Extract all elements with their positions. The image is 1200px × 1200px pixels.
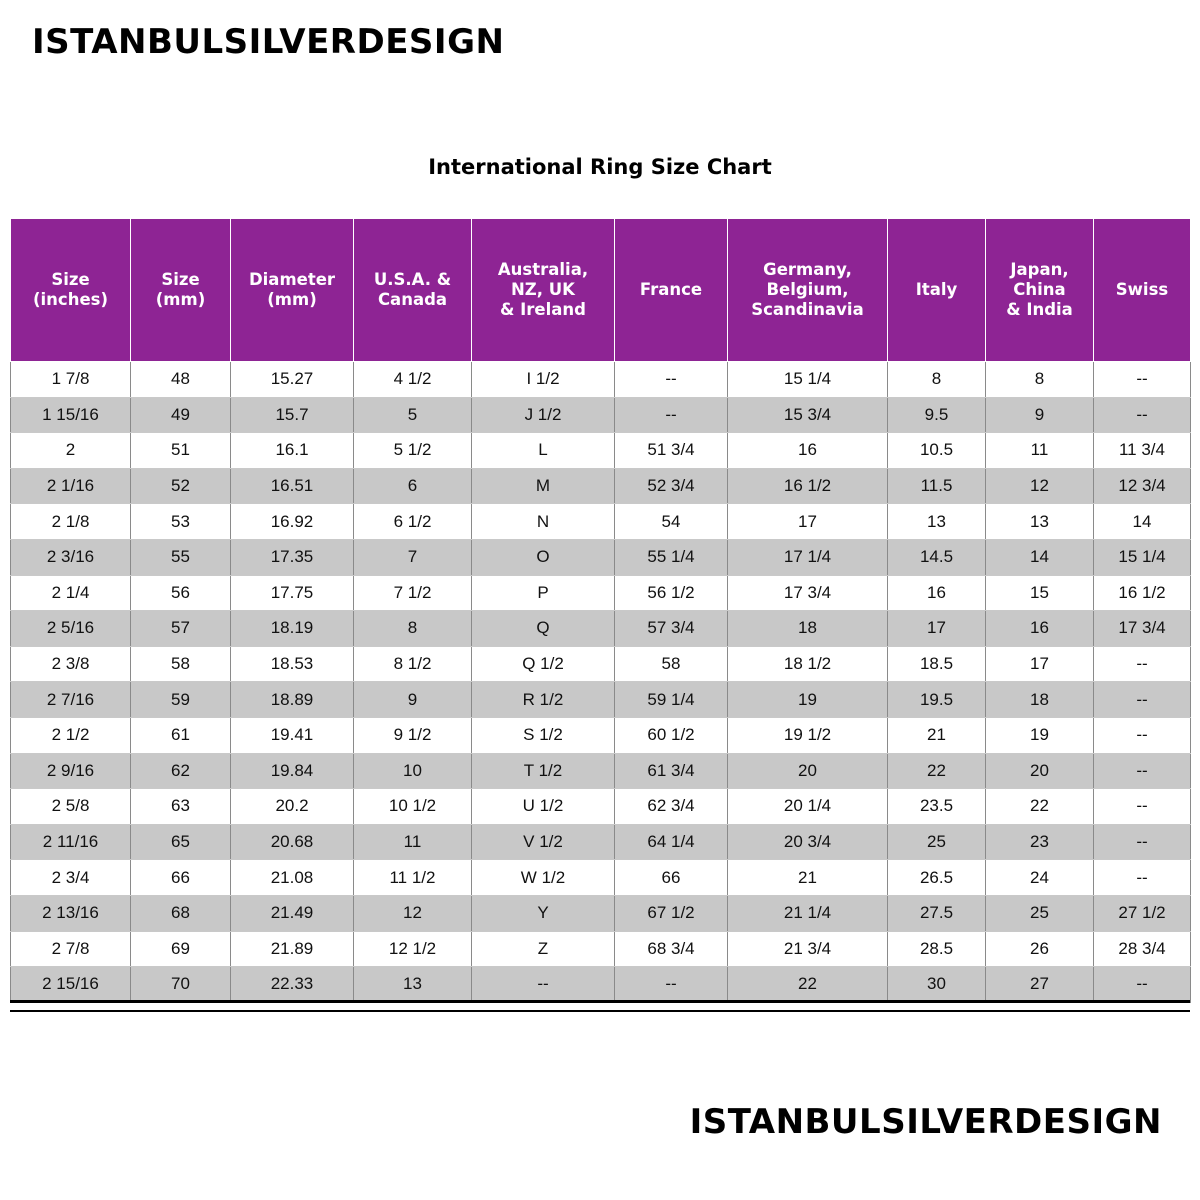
header-line-1: U.S.A. & <box>373 269 452 289</box>
table-cell: 8 1/2 <box>354 646 472 682</box>
table-cell: 20 1/4 <box>728 789 888 825</box>
table-cell: -- <box>1094 860 1191 896</box>
table-cell: 9 1/2 <box>354 717 472 753</box>
table-cell: 2 11/16 <box>11 824 131 860</box>
table-cell: 19 1/2 <box>728 717 888 753</box>
header-line-3: & India <box>1006 300 1073 320</box>
table-row <box>11 753 1191 789</box>
table-cell: 23.5 <box>888 789 986 825</box>
table-cell: 5 <box>354 397 472 433</box>
table-cell: -- <box>615 397 728 433</box>
table-cell: 2 7/8 <box>11 931 131 967</box>
table-cell: 16 1/2 <box>728 468 888 504</box>
table-cell: J 1/2 <box>472 397 615 433</box>
table-cell: 26 <box>986 931 1094 967</box>
table-cell: 2 15/16 <box>11 967 131 1003</box>
table-cell: 70 <box>131 967 231 1003</box>
table-cell: 19.84 <box>231 753 354 789</box>
table-cell: 21.49 <box>231 895 354 931</box>
table-row <box>11 468 1191 504</box>
column-header-japan-china-india <box>986 219 1094 362</box>
table-cell: 17.75 <box>231 575 354 611</box>
table-cell: 1 15/16 <box>11 397 131 433</box>
brand-wordmark-top: ISTANBULSILVERDESIGN <box>32 22 505 62</box>
table-cell: 23 <box>986 824 1094 860</box>
header-line-1: Japan, <box>1010 259 1069 279</box>
header-line-1: Size <box>161 269 200 289</box>
table-cell: 2 3/16 <box>11 539 131 575</box>
table-cell: T 1/2 <box>472 753 615 789</box>
header-line-1: Italy <box>915 279 958 299</box>
table-cell: W 1/2 <box>472 860 615 896</box>
column-header-italy <box>888 219 986 362</box>
table-header <box>11 219 1191 362</box>
header-line-2: NZ, UK <box>511 279 575 299</box>
table-cell: O <box>472 539 615 575</box>
table-row <box>11 611 1191 647</box>
table-cell: 20.2 <box>231 789 354 825</box>
table-cell: 67 1/2 <box>615 895 728 931</box>
table-cell: 21.08 <box>231 860 354 896</box>
table-cell: 12 <box>354 895 472 931</box>
table-cell: -- <box>1094 789 1191 825</box>
table-cell: 1 7/8 <box>11 362 131 398</box>
table-cell: Q 1/2 <box>472 646 615 682</box>
table-cell: 55 <box>131 539 231 575</box>
table-cell: 61 <box>131 717 231 753</box>
table-cell: 52 <box>131 468 231 504</box>
table-cell: 66 <box>615 860 728 896</box>
header-line-1: France <box>639 279 703 299</box>
table-cell: 17 <box>986 646 1094 682</box>
header-line-1: Germany, <box>763 259 852 279</box>
table-cell: 17.35 <box>231 539 354 575</box>
table-cell: 22 <box>728 967 888 1003</box>
ring-size-table <box>10 218 1191 1003</box>
divider-line-top <box>10 1000 1190 1003</box>
divider-line-bottom <box>10 1010 1190 1012</box>
table-cell: 16 1/2 <box>1094 575 1191 611</box>
table-cell: -- <box>1094 824 1191 860</box>
table-row <box>11 539 1191 575</box>
header-line-2: (inches) <box>32 290 109 309</box>
table-cell: 10 1/2 <box>354 789 472 825</box>
table-cell: 60 1/2 <box>615 717 728 753</box>
table-cell: 8 <box>888 362 986 398</box>
table-cell: U 1/2 <box>472 789 615 825</box>
table-cell: -- <box>1094 646 1191 682</box>
table-cell: 19.5 <box>888 682 986 718</box>
table-cell: 69 <box>131 931 231 967</box>
table-cell: 53 <box>131 504 231 540</box>
table-cell: 68 <box>131 895 231 931</box>
table-cell: 16 <box>986 611 1094 647</box>
table-cell: 13 <box>354 967 472 1003</box>
table-cell: I 1/2 <box>472 362 615 398</box>
ring-size-table-wrapper <box>10 218 1190 1003</box>
table-cell: 28 3/4 <box>1094 931 1191 967</box>
table-cell: 2 1/16 <box>11 468 131 504</box>
table-cell: 30 <box>888 967 986 1003</box>
table-cell: 7 <box>354 539 472 575</box>
table-cell: 28.5 <box>888 931 986 967</box>
table-cell: 22 <box>986 789 1094 825</box>
table-cell: 2 9/16 <box>11 753 131 789</box>
table-cell: 15.27 <box>231 362 354 398</box>
header-line-1: Diameter <box>248 269 336 289</box>
table-cell: 4 1/2 <box>354 362 472 398</box>
table-cell: 61 3/4 <box>615 753 728 789</box>
table-cell: 2 13/16 <box>11 895 131 931</box>
table-cell: 16.1 <box>231 433 354 469</box>
table-cell: 8 <box>986 362 1094 398</box>
table-cell: -- <box>1094 397 1191 433</box>
table-cell: 13 <box>986 504 1094 540</box>
table-cell: 15 1/4 <box>728 362 888 398</box>
table-cell: -- <box>615 967 728 1003</box>
table-cell: 20 <box>728 753 888 789</box>
table-cell: 11 <box>986 433 1094 469</box>
table-cell: 19 <box>728 682 888 718</box>
table-cell: 20 3/4 <box>728 824 888 860</box>
table-cell: 15.7 <box>231 397 354 433</box>
table-cell: 51 3/4 <box>615 433 728 469</box>
table-cell: 11 3/4 <box>1094 433 1191 469</box>
column-header-swiss <box>1094 219 1191 362</box>
table-cell: 25 <box>986 895 1094 931</box>
table-cell: 27 1/2 <box>1094 895 1191 931</box>
table-cell: 14 <box>986 539 1094 575</box>
table-cell: 18 1/2 <box>728 646 888 682</box>
column-header-france <box>615 219 728 362</box>
table-cell: 2 1/2 <box>11 717 131 753</box>
header-line-1: Swiss <box>1115 279 1169 299</box>
table-cell: Q <box>472 611 615 647</box>
table-cell: 16 <box>888 575 986 611</box>
table-cell: 11 <box>354 824 472 860</box>
table-cell: 58 <box>131 646 231 682</box>
table-cell: 62 3/4 <box>615 789 728 825</box>
table-cell: 22 <box>888 753 986 789</box>
table-cell: -- <box>1094 753 1191 789</box>
table-cell: 66 <box>131 860 231 896</box>
table-cell: 2 3/8 <box>11 646 131 682</box>
table-cell: M <box>472 468 615 504</box>
table-cell: 21 <box>888 717 986 753</box>
table-cell: 15 3/4 <box>728 397 888 433</box>
table-row <box>11 931 1191 967</box>
table-row <box>11 362 1191 398</box>
table-row <box>11 646 1191 682</box>
table-cell: 16 <box>728 433 888 469</box>
table-cell: -- <box>472 967 615 1003</box>
table-row <box>11 860 1191 896</box>
table-cell: 2 1/8 <box>11 504 131 540</box>
table-cell: 59 1/4 <box>615 682 728 718</box>
table-cell: 19.41 <box>231 717 354 753</box>
table-cell: 6 <box>354 468 472 504</box>
table-cell: -- <box>1094 717 1191 753</box>
table-cell: 15 1/4 <box>1094 539 1191 575</box>
table-row <box>11 824 1191 860</box>
table-cell: 59 <box>131 682 231 718</box>
table-cell: 5 1/2 <box>354 433 472 469</box>
table-cell: 12 1/2 <box>354 931 472 967</box>
table-row <box>11 895 1191 931</box>
table-cell: 16.92 <box>231 504 354 540</box>
table-cell: 17 <box>888 611 986 647</box>
table-cell: -- <box>1094 967 1191 1003</box>
column-header-diameter-mm <box>231 219 354 362</box>
table-cell: 57 3/4 <box>615 611 728 647</box>
table-cell: 7 1/2 <box>354 575 472 611</box>
header-line-3: & Ireland <box>500 300 586 320</box>
header-line-1: Australia, <box>497 259 589 279</box>
table-cell: 14.5 <box>888 539 986 575</box>
table-cell: 12 3/4 <box>1094 468 1191 504</box>
table-cell: 9 <box>354 682 472 718</box>
header-line-2: China <box>1013 279 1066 299</box>
table-cell: 20.68 <box>231 824 354 860</box>
table-row <box>11 717 1191 753</box>
header-line-2: Belgium, <box>766 279 849 299</box>
table-cell: 20 <box>986 753 1094 789</box>
table-cell: 65 <box>131 824 231 860</box>
table-cell: 62 <box>131 753 231 789</box>
header-line-2: (mm) <box>267 290 317 309</box>
table-cell: 11 1/2 <box>354 860 472 896</box>
table-header-row <box>11 219 1191 362</box>
table-cell: 24 <box>986 860 1094 896</box>
table-body <box>11 362 1191 1003</box>
table-cell: 2 1/4 <box>11 575 131 611</box>
table-cell: 15 <box>986 575 1094 611</box>
table-cell: 19 <box>986 717 1094 753</box>
table-row <box>11 789 1191 825</box>
table-cell: Z <box>472 931 615 967</box>
table-cell: 25 <box>888 824 986 860</box>
column-header-usa-canada <box>354 219 472 362</box>
table-cell: 51 <box>131 433 231 469</box>
table-cell: -- <box>615 362 728 398</box>
header-line-2: Canada <box>377 290 448 309</box>
table-cell: 2 <box>11 433 131 469</box>
table-cell: 58 <box>615 646 728 682</box>
table-cell: 14 <box>1094 504 1191 540</box>
column-header-size-mm <box>131 219 231 362</box>
table-cell: 63 <box>131 789 231 825</box>
table-cell: 17 1/4 <box>728 539 888 575</box>
table-cell: 13 <box>888 504 986 540</box>
table-cell: 22.33 <box>231 967 354 1003</box>
table-cell: 12 <box>986 468 1094 504</box>
table-cell: 18 <box>986 682 1094 718</box>
table-cell: 17 3/4 <box>728 575 888 611</box>
table-cell: 9.5 <box>888 397 986 433</box>
table-cell: 52 3/4 <box>615 468 728 504</box>
table-cell: 6 1/2 <box>354 504 472 540</box>
table-cell: R 1/2 <box>472 682 615 718</box>
table-row <box>11 682 1191 718</box>
table-cell: 2 5/8 <box>11 789 131 825</box>
table-cell: 56 1/2 <box>615 575 728 611</box>
column-header-germany-belgium-scandinavia <box>728 219 888 362</box>
table-cell: 10.5 <box>888 433 986 469</box>
table-row <box>11 397 1191 433</box>
table-cell: 18.19 <box>231 611 354 647</box>
table-cell: V 1/2 <box>472 824 615 860</box>
table-cell: 17 <box>728 504 888 540</box>
table-cell: 16.51 <box>231 468 354 504</box>
table-cell: 2 7/16 <box>11 682 131 718</box>
header-line-2: (mm) <box>155 290 206 309</box>
table-cell: 8 <box>354 611 472 647</box>
table-cell: 49 <box>131 397 231 433</box>
header-line-3: Scandinavia <box>751 300 864 320</box>
table-cell: 56 <box>131 575 231 611</box>
table-cell: 26.5 <box>888 860 986 896</box>
table-cell: 18.89 <box>231 682 354 718</box>
table-cell: 17 3/4 <box>1094 611 1191 647</box>
table-cell: Y <box>472 895 615 931</box>
table-cell: 2 3/4 <box>11 860 131 896</box>
table-cell: 27 <box>986 967 1094 1003</box>
table-cell: -- <box>1094 682 1191 718</box>
table-cell: 21.89 <box>231 931 354 967</box>
table-cell: 2 5/16 <box>11 611 131 647</box>
table-cell: 9 <box>986 397 1094 433</box>
table-cell: 18 <box>728 611 888 647</box>
table-row <box>11 504 1191 540</box>
table-cell: 27.5 <box>888 895 986 931</box>
table-cell: 55 1/4 <box>615 539 728 575</box>
table-row <box>11 575 1191 611</box>
table-cell: N <box>472 504 615 540</box>
brand-wordmark-bottom: ISTANBULSILVERDESIGN <box>689 1102 1162 1142</box>
header-line-1: Size <box>51 269 90 289</box>
table-cell: 68 3/4 <box>615 931 728 967</box>
column-header-australia-nz-uk-ireland <box>472 219 615 362</box>
table-cell: 64 1/4 <box>615 824 728 860</box>
table-cell: 54 <box>615 504 728 540</box>
page-title: International Ring Size Chart <box>428 155 772 179</box>
table-cell: L <box>472 433 615 469</box>
table-cell: S 1/2 <box>472 717 615 753</box>
table-row <box>11 433 1191 469</box>
table-cell: 48 <box>131 362 231 398</box>
table-cell: 21 1/4 <box>728 895 888 931</box>
table-cell: 21 3/4 <box>728 931 888 967</box>
table-row <box>11 967 1191 1003</box>
table-cell: 57 <box>131 611 231 647</box>
table-cell: 11.5 <box>888 468 986 504</box>
column-header-size-inches <box>11 219 131 362</box>
table-cell: P <box>472 575 615 611</box>
table-cell: 21 <box>728 860 888 896</box>
table-cell: 18.53 <box>231 646 354 682</box>
table-cell: 18.5 <box>888 646 986 682</box>
table-cell: -- <box>1094 362 1191 398</box>
table-cell: 10 <box>354 753 472 789</box>
